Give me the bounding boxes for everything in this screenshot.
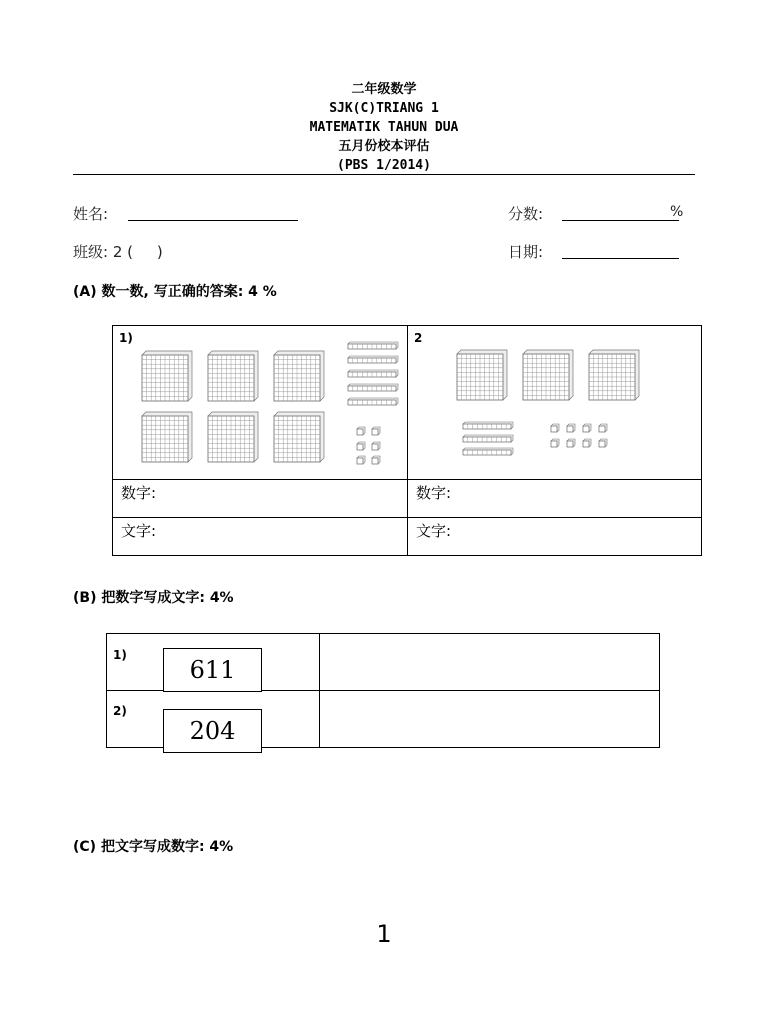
one-cube — [357, 427, 365, 435]
name-label: 姓名: — [73, 205, 109, 223]
section-a-title: (A) 数一数, 写正确的答案: 4 % — [73, 284, 277, 300]
date-label: 日期: — [508, 243, 544, 261]
hundred-flat — [274, 351, 324, 401]
question-1-blocks-image — [113, 326, 407, 479]
header-line-3: MATEMATIK TAHUN DUA — [309, 120, 459, 135]
question-2-number: 2 — [414, 331, 423, 345]
header-line-2: SJK(C)TRIANG 1 — [329, 101, 439, 116]
page-number: 1 — [376, 920, 392, 948]
one-cube — [599, 424, 607, 432]
number-box-611: 611 — [163, 648, 262, 692]
ten-rod — [348, 370, 398, 377]
word-label: 文字: — [121, 522, 157, 540]
name-field[interactable] — [128, 220, 298, 221]
one-cube — [357, 442, 365, 450]
hundred-flat — [142, 412, 192, 462]
one-cube — [551, 424, 559, 432]
ten-rod — [463, 422, 513, 429]
row-2-number: 2) — [113, 704, 127, 718]
q1-number-answer-cell[interactable] — [113, 480, 408, 518]
one-cube — [551, 439, 559, 447]
ten-rod — [463, 435, 513, 442]
ten-rod — [348, 384, 398, 391]
question-1-number: 1) — [119, 331, 133, 345]
date-field[interactable] — [562, 258, 679, 259]
question-2-blocks-image — [408, 326, 702, 479]
document-header — [0, 80, 768, 175]
number-label: 数字: — [121, 484, 157, 502]
one-cube — [567, 439, 575, 447]
header-divider — [73, 174, 695, 175]
hundred-flat — [457, 350, 507, 400]
ten-rod — [348, 356, 398, 363]
one-cube — [583, 439, 591, 447]
section-b-table — [106, 633, 660, 748]
class-label: 班级: 2 ( ) — [73, 243, 163, 261]
one-cube — [357, 456, 365, 464]
score-percent: % — [670, 204, 684, 220]
hundred-flat — [208, 412, 258, 462]
hundred-flat — [523, 350, 573, 400]
section-b-row-2-answer[interactable] — [320, 691, 660, 748]
q2-number-answer-cell[interactable] — [408, 480, 702, 518]
hundred-flat — [274, 412, 324, 462]
ten-rod — [348, 342, 398, 349]
one-cube — [567, 424, 575, 432]
section-a-table — [112, 325, 702, 556]
question-2-cell — [408, 326, 702, 480]
section-b-row-2-question — [107, 691, 320, 748]
ten-rod — [348, 398, 398, 405]
score-field[interactable] — [562, 220, 679, 221]
hundred-flat — [142, 351, 192, 401]
one-cube — [372, 456, 380, 464]
section-b-row-1-answer[interactable] — [320, 634, 660, 691]
hundred-flat — [589, 350, 639, 400]
one-cube — [372, 427, 380, 435]
section-c-title: (C) 把文字写成数字: 4% — [73, 839, 234, 855]
hundred-flat — [208, 351, 258, 401]
row-1-number: 1) — [113, 648, 127, 662]
ten-rod — [463, 448, 513, 455]
section-b-row-1-question — [107, 634, 320, 691]
one-cube — [599, 439, 607, 447]
header-line-5: (PBS 1/2014) — [337, 158, 431, 173]
section-b-title: (B) 把数字写成文字: 4% — [73, 590, 234, 606]
question-1-cell — [113, 326, 408, 480]
q2-word-answer-cell[interactable] — [408, 518, 702, 556]
number-box-204: 204 — [163, 709, 262, 753]
header-line-4: 五月份校本评估 — [338, 139, 430, 154]
word-label: 文字: — [416, 522, 452, 540]
one-cube — [583, 424, 591, 432]
score-label: 分数: — [508, 205, 544, 223]
q1-word-answer-cell[interactable] — [113, 518, 408, 556]
header-line-1: 二年级数学 — [351, 82, 417, 97]
number-label: 数字: — [416, 484, 452, 502]
one-cube — [372, 442, 380, 450]
